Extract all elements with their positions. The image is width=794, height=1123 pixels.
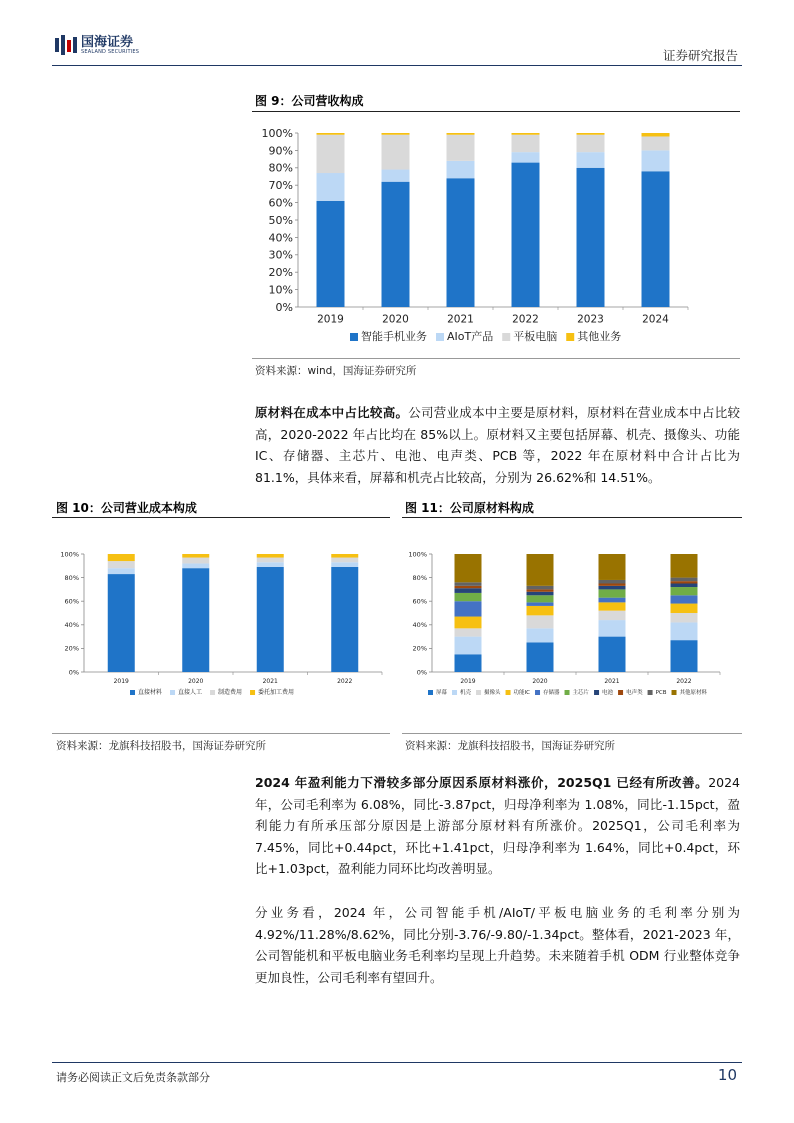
- bar-segment-2022-10: [671, 554, 698, 578]
- y-tick-label: 20%: [412, 644, 427, 653]
- bar-segment-2021-4: [257, 554, 284, 558]
- bar-segment-2022-7: [671, 584, 698, 588]
- legend-swatch: [566, 333, 574, 341]
- paragraph-business-segments: 分业务看，2024 年，公司智能手机/AIoT/平板电脑业务的毛利率分别为 4.92%/11.28%/8.62%，同比分别-3.76/-9.80/-1.34pct。整体看，2021-2023 年，公司智能机和平板电脑业务毛利率均呈现上升趋势。未来随着手机 ODM 行业整体竞争更加良性，公司毛利率有望回升。: [255, 905, 740, 985]
- bar-segment-2020-4: [182, 554, 209, 558]
- bar-segment-2021-9: [599, 580, 626, 584]
- bar-segment-2021-6: [599, 589, 626, 597]
- legend-swatch: [618, 690, 623, 695]
- cost-composition-chart: [52, 540, 390, 705]
- bar-segment-2019-5: [455, 601, 482, 616]
- fig10-source: 资料来源：龙旗科技招股书，国海证券研究所: [56, 740, 266, 752]
- bar-segment-2019-4: [317, 133, 345, 135]
- bar-segment-2023-4: [577, 133, 605, 135]
- fig11-top-rule: [402, 517, 742, 518]
- legend-swatch: [428, 690, 433, 695]
- bar-segment-2019-3: [317, 135, 345, 173]
- legend-label: AIoT产品: [447, 330, 494, 343]
- legend-label: 制造费用: [218, 689, 243, 696]
- legend-label: 电声类: [626, 690, 643, 696]
- legend-swatch: [130, 690, 135, 695]
- bar-segment-2021-1: [257, 567, 284, 672]
- paragraph-raw-materials-lead: 原材料在成本中占比较高。: [255, 405, 409, 420]
- bar-segment-2020-3: [527, 615, 554, 628]
- bar-segment-2019-2: [455, 637, 482, 655]
- bar-segment-2020-3: [182, 558, 209, 564]
- legend-swatch: [250, 690, 255, 695]
- legend-label: 直接材料: [138, 689, 163, 696]
- paragraph-raw-materials-text: 公司营业成本中主要是原材料，原材料在营业成本中占比较高，2020-2022 年占比均在 85%以上。原材料又主要包括屏幕、机壳、摄像头、功能 IC、存储器、主芯片、电池、电声类、PCB 等，2022 年在原材料中合计占比为 81.1%，具体来看，屏幕和机壳占比较高，分别为 26.62%和 14.51%。: [255, 405, 740, 485]
- x-category-label: 2022: [676, 678, 692, 685]
- bar-segment-2021-2: [599, 620, 626, 637]
- bar-segment-2022-9: [671, 578, 698, 582]
- bar-segment-2022-1: [512, 163, 540, 307]
- x-category-label: 2024: [642, 313, 669, 326]
- x-category-label: 2019: [317, 313, 344, 326]
- bar-segment-2019-9: [455, 582, 482, 586]
- bar-segment-2022-4: [512, 133, 540, 135]
- bar-segment-2022-2: [331, 562, 358, 567]
- legend-label: 直接人工: [178, 689, 203, 696]
- legend-label: PCB: [655, 690, 667, 696]
- legend-label: 委托加工费用: [258, 689, 295, 696]
- bar-segment-2021-1: [599, 637, 626, 672]
- bar-segment-2022-1: [331, 567, 358, 672]
- company-logo: [55, 35, 139, 55]
- bar-segment-2022-6: [671, 587, 698, 595]
- bar-segment-2020-3: [382, 135, 410, 170]
- legend-label: 机壳: [460, 690, 472, 696]
- fig9-title: 图 9：公司营收构成: [255, 94, 364, 108]
- bar-segment-2020-2: [382, 170, 410, 182]
- bar-segment-2021-1: [447, 178, 475, 307]
- bar-segment-2024-1: [642, 171, 670, 307]
- legend-swatch: [476, 690, 481, 695]
- bar-segment-2019-4: [455, 617, 482, 629]
- x-category-label: 2021: [604, 678, 620, 685]
- bar-segment-2020-1: [527, 643, 554, 673]
- legend-label: 功能IC: [513, 690, 531, 696]
- x-category-label: 2019: [113, 678, 129, 685]
- legend-label: 电池: [602, 690, 614, 696]
- fig10-title: 图 10：公司营业成本构成: [56, 501, 197, 515]
- bar-segment-2022-1: [671, 640, 698, 672]
- y-tick-label: 80%: [268, 161, 293, 175]
- footer-divider: [52, 1062, 742, 1063]
- bar-segment-2021-3: [599, 611, 626, 620]
- paragraph-profitability-lead: 2024 年盈利能力下滑较多部分原因系原材料涨价，2025Q1 已经有所改善。: [255, 775, 709, 790]
- legend-swatch: [350, 333, 358, 341]
- bar-segment-2021-10: [599, 554, 626, 580]
- bar-segment-2022-2: [512, 152, 540, 162]
- y-tick-label: 50%: [268, 213, 293, 227]
- bar-segment-2020-2: [527, 628, 554, 642]
- bar-segment-2022-4: [671, 604, 698, 613]
- logo-mark-icon: [55, 35, 77, 55]
- y-tick-label: 40%: [268, 231, 293, 245]
- page-number: 10: [717, 1066, 737, 1084]
- revenue-composition-chart: [252, 118, 740, 350]
- legend-label: 其他原材料: [679, 690, 708, 696]
- x-category-label: 2022: [337, 678, 353, 685]
- x-category-label: 2023: [577, 313, 604, 326]
- bar-segment-2019-6: [455, 593, 482, 601]
- logo-name: 国海证券: [81, 34, 134, 50]
- x-category-label: 2021: [262, 678, 278, 685]
- legend-swatch: [565, 690, 570, 695]
- bar-segment-2021-8: [599, 584, 626, 586]
- bar-segment-2019-4: [108, 554, 135, 561]
- bar-segment-2021-7: [599, 586, 626, 590]
- logo-subtitle: SEALAND SECURITIES: [81, 48, 140, 55]
- paragraph-raw-materials: [255, 402, 740, 488]
- bar-segment-2019-10: [455, 554, 482, 582]
- bar-segment-2020-1: [182, 568, 209, 672]
- y-tick-label: 60%: [412, 597, 427, 606]
- bar-segment-2022-8: [671, 581, 698, 583]
- y-tick-label: 80%: [64, 573, 79, 582]
- bar-segment-2022-4: [331, 554, 358, 558]
- y-tick-label: 100%: [60, 550, 79, 559]
- bar-segment-2023-3: [577, 135, 605, 152]
- y-tick-label: 40%: [64, 621, 79, 630]
- y-tick-label: 20%: [268, 266, 293, 280]
- fig9-source: 资料来源：wind，国海证券研究所: [255, 365, 417, 377]
- bar-segment-2019-2: [108, 568, 135, 574]
- x-category-label: 2020: [382, 313, 409, 326]
- bar-segment-2024-3: [642, 136, 670, 150]
- legend-swatch: [170, 690, 175, 695]
- bar-segment-2022-2: [671, 622, 698, 640]
- bar-segment-2019-2: [317, 173, 345, 201]
- fig10-top-rule: [52, 517, 390, 518]
- footer-disclaimer: 请务必阅读正文后免责条款部分: [56, 1071, 210, 1084]
- bar-segment-2021-2: [257, 562, 284, 567]
- legend-swatch: [436, 333, 444, 341]
- bar-segment-2019-3: [108, 561, 135, 568]
- legend-swatch: [502, 333, 510, 341]
- bar-segment-2020-5: [527, 602, 554, 606]
- fig9-top-rule: [252, 111, 740, 112]
- y-tick-label: 10%: [268, 283, 293, 297]
- bar-segment-2020-10: [527, 554, 554, 586]
- legend-label: 平板电脑: [513, 330, 558, 343]
- legend-swatch: [594, 690, 599, 695]
- legend-label: 屏幕: [436, 690, 448, 696]
- bar-segment-2021-2: [447, 161, 475, 178]
- fig11-title: 图 11：公司原材料构成: [405, 501, 534, 515]
- fig9-bottom-rule: [252, 358, 740, 359]
- bar-segment-2019-7: [455, 588, 482, 593]
- legend-swatch: [535, 690, 540, 695]
- bar-segment-2020-8: [527, 589, 554, 591]
- bar-segment-2020-4: [527, 606, 554, 615]
- bar-segment-2024-2: [642, 150, 670, 171]
- bar-segment-2021-3: [257, 558, 284, 563]
- bar-segment-2019-1: [317, 201, 345, 307]
- x-category-label: 2022: [512, 313, 539, 326]
- x-category-label: 2020: [188, 678, 204, 685]
- report-type: 证券研究报告: [662, 48, 738, 63]
- bar-segment-2022-3: [331, 558, 358, 563]
- legend-swatch: [506, 690, 511, 695]
- legend-label: 摄像头: [484, 690, 501, 696]
- bar-segment-2023-1: [577, 168, 605, 307]
- bar-segment-2019-1: [455, 654, 482, 672]
- y-tick-label: 60%: [268, 196, 293, 210]
- bar-segment-2020-4: [382, 133, 410, 135]
- bar-segment-2022-3: [512, 135, 540, 152]
- fig10-bottom-rule: [52, 733, 390, 734]
- bar-segment-2022-3: [671, 613, 698, 622]
- legend-swatch: [672, 690, 677, 695]
- bar-segment-2019-3: [455, 628, 482, 636]
- bar-segment-2021-3: [447, 135, 475, 161]
- bar-segment-2022-5: [671, 595, 698, 603]
- y-tick-label: 70%: [268, 179, 293, 193]
- bar-segment-2020-9: [527, 586, 554, 590]
- bar-segment-2021-4: [447, 133, 475, 135]
- bar-segment-2020-2: [182, 563, 209, 568]
- legend-label: 存储器: [543, 690, 560, 696]
- paragraph-profitability-text: 2024 年，公司毛利率为 6.08%，同比-3.87pct，归母净利率为 1.08%，同比-1.15pct，盈利能力有所承压部分原因是上游部分原材料有所涨价。2025Q1，公司毛利率为 7.45%，同比+0.44pct，环比+1.41pct，归母净利率为 1.64%，同比+0.4pct，环比+1.03pct，盈利能力同环比均改善明显。: [255, 775, 740, 876]
- y-tick-label: 60%: [64, 597, 79, 606]
- y-tick-label: 0%: [275, 300, 293, 314]
- legend-label: 其他业务: [577, 330, 622, 343]
- y-tick-label: 100%: [261, 126, 293, 140]
- bar-segment-2020-7: [527, 592, 554, 596]
- bar-segment-2024-4: [642, 133, 670, 136]
- raw-material-composition-chart: [402, 540, 742, 705]
- fig11-bottom-rule: [402, 733, 742, 734]
- paragraph-profitability: [255, 772, 740, 880]
- bar-segment-2020-1: [382, 182, 410, 307]
- bar-segment-2023-2: [577, 152, 605, 168]
- legend-label: 智能手机业务: [361, 330, 427, 343]
- bar-segment-2019-1: [108, 574, 135, 672]
- y-tick-label: 100%: [408, 550, 427, 559]
- legend-label: 主芯片: [572, 690, 590, 696]
- y-tick-label: 0%: [68, 668, 79, 677]
- bar-segment-2019-8: [455, 586, 482, 588]
- fig11-source: 资料来源：龙旗科技招股书，国海证券研究所: [405, 740, 615, 752]
- legend-swatch: [452, 690, 457, 695]
- bar-segment-2021-5: [599, 598, 626, 603]
- x-category-label: 2020: [532, 678, 548, 685]
- legend-swatch: [648, 690, 653, 695]
- header-divider: [52, 65, 742, 66]
- y-tick-label: 40%: [412, 621, 427, 630]
- bar-segment-2020-6: [527, 595, 554, 602]
- x-category-label: 2021: [447, 313, 474, 326]
- bar-segment-2021-4: [599, 602, 626, 610]
- y-tick-label: 20%: [64, 644, 79, 653]
- y-tick-label: 90%: [268, 144, 293, 158]
- legend-swatch: [210, 690, 215, 695]
- y-tick-label: 0%: [416, 668, 427, 677]
- y-tick-label: 80%: [412, 573, 427, 582]
- y-tick-label: 30%: [268, 248, 293, 262]
- x-category-label: 2019: [460, 678, 476, 685]
